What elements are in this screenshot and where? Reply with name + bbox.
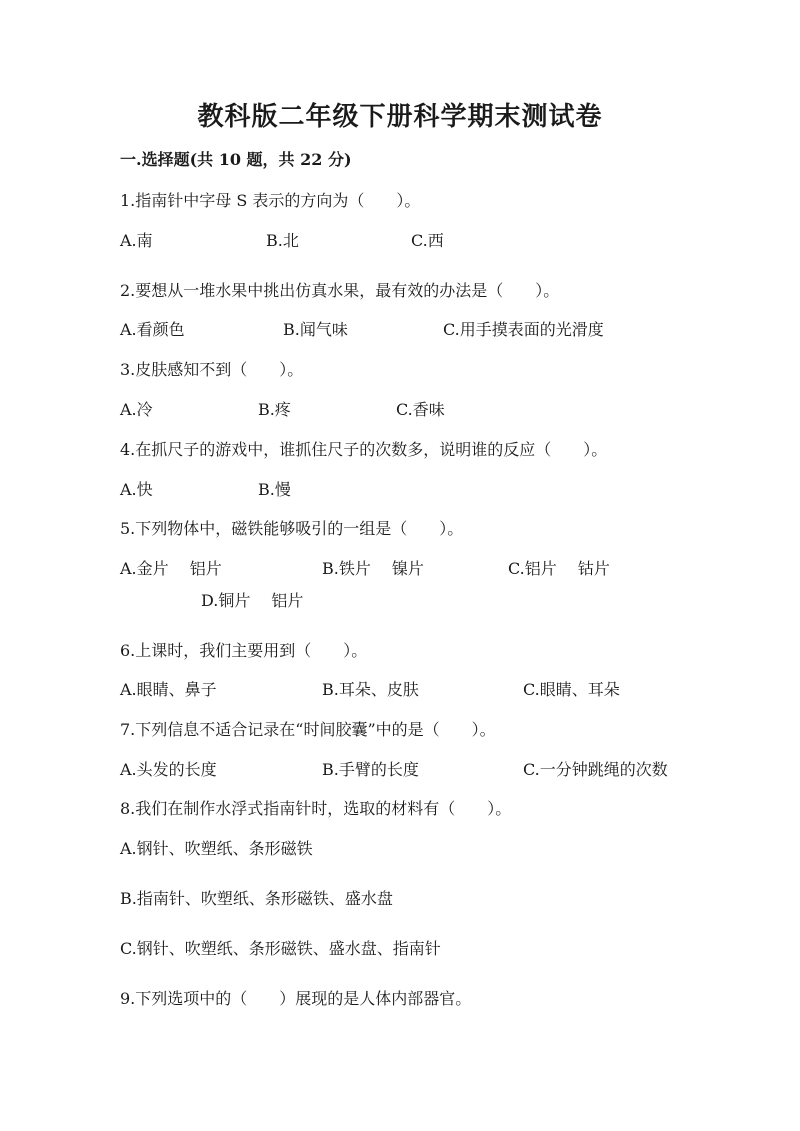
q5-option-d: D.铜片 铝片: [201, 591, 304, 610]
q5-option-a: A.金片 铝片: [120, 559, 222, 578]
q3-option-a: A.冷: [120, 400, 153, 419]
q2-option-b: B.闻气味: [283, 320, 348, 339]
question-5: 5.下列物体中，磁铁能够吸引的一组是（ ）。: [120, 519, 464, 538]
q8-option-a: A.钢针、吹塑纸、条形磁铁: [120, 839, 313, 858]
page-title: 教科版二年级下册科学期末测试卷: [197, 102, 603, 132]
question-8: 8.我们在制作水浮式指南针时，选取的材料有（ ）。: [120, 799, 512, 818]
question-7: 7.下列信息不适合记录在“时间胶囊”中的是（ ）。: [120, 720, 496, 739]
q6-option-b: B.耳朵、皮肤: [322, 680, 419, 699]
q6-option-c: C.眼睛、耳朵: [523, 680, 620, 699]
q7-option-b: B.手臂的长度: [322, 760, 419, 779]
question-1: 1.指南针中字母 S 表示的方向为（ ）。: [120, 191, 421, 210]
q4-option-b: B.慢: [258, 480, 291, 499]
q7-option-c: C.一分钟跳绳的次数: [523, 760, 668, 779]
question-6: 6.上课时，我们主要用到（ ）。: [120, 641, 368, 660]
q8-option-b: B.指南针、吹塑纸、条形磁铁、盛水盘: [120, 889, 393, 908]
q6-option-a: A.眼睛、鼻子: [120, 680, 217, 699]
question-9: 9.下列选项中的（ ）展现的是人体内部器官。: [120, 989, 472, 1008]
q5-option-b: B.铁片 镍片: [322, 559, 424, 578]
question-3: 3.皮肤感知不到（ ）。: [120, 360, 304, 379]
q7-option-a: A.头发的长度: [120, 760, 217, 779]
q1-option-a: A.南: [120, 231, 153, 250]
q3-option-b: B.疼: [258, 400, 291, 419]
question-2: 2.要想从一堆水果中挑出仿真水果，最有效的办法是（ ）。: [120, 281, 560, 300]
question-4: 4.在抓尺子的游戏中，谁抓住尺子的次数多，说明谁的反应（ ）。: [120, 440, 608, 459]
q1-option-b: B.北: [266, 231, 299, 250]
q8-option-c: C.钢针、吹塑纸、条形磁铁、盛水盘、指南针: [120, 939, 441, 958]
q4-option-a: A.快: [120, 480, 153, 499]
section-heading: 一.选择题(共 10 题，共 22 分): [120, 150, 352, 169]
q3-option-c: C.香味: [396, 400, 445, 419]
q2-option-c: C.用手摸表面的光滑度: [443, 320, 604, 339]
q1-option-c: C.西: [411, 231, 444, 250]
q5-option-c: C.铝片 钴片: [508, 559, 610, 578]
q2-option-a: A.看颜色: [120, 320, 185, 339]
